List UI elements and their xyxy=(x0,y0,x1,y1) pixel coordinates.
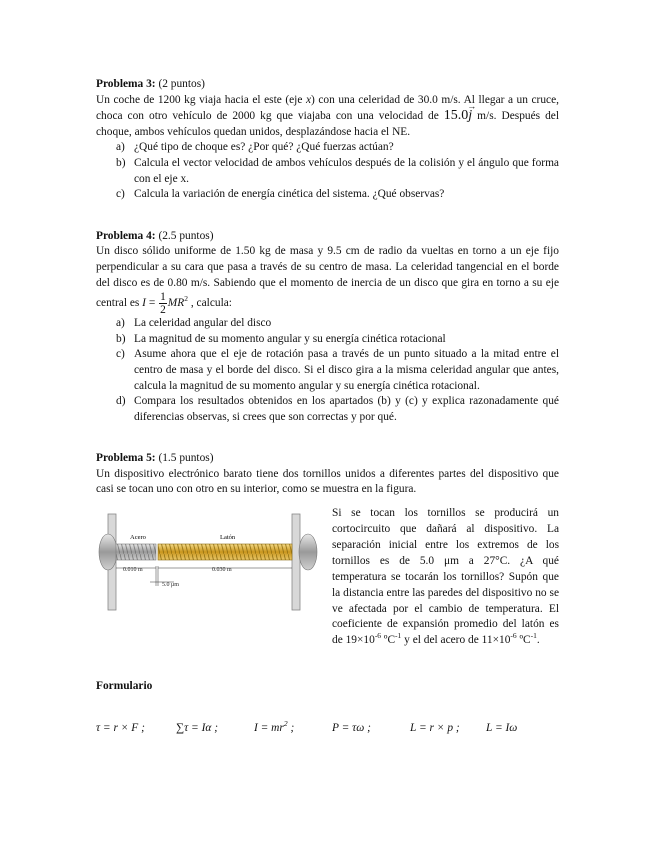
item-text: La magnitud de su momento angular y su energía cinética rotacional xyxy=(134,332,446,345)
brass-label: Latón xyxy=(220,534,236,542)
problem-4-item-a xyxy=(96,316,559,332)
formulario-title: Formulario xyxy=(96,680,153,693)
equals-sign: = xyxy=(145,297,159,310)
gap-label: 5.0 μm xyxy=(162,582,179,589)
problem-4-text-1: Un disco sólido uniforme de 1.50 kg de masa y 9.5 cm de radio da vueltas en torno a un eje fijo perpendicular a su cara que pasa a través de su centro de masa. La celeridad tangencial en el borde del disco es de 0.80 m/s. Sabiendo que el momento de inercia de un disco que gira en torno a su eje central es xyxy=(96,245,559,310)
formula-row xyxy=(96,721,559,737)
problem-5-side-text xyxy=(332,506,559,649)
problem-3-item-b xyxy=(96,156,559,187)
problem-5 xyxy=(96,451,559,649)
item-text: La celeridad angular del disco xyxy=(134,317,272,330)
brass-coeff-unit: ºC xyxy=(381,634,396,647)
problem-4-title: Problema 4: xyxy=(96,229,156,242)
problem-5-side-2: y el del acero de 11×10 xyxy=(401,634,511,647)
problem-5-points: (1.5 puntos) xyxy=(155,452,214,465)
power-formula: P = τω ; xyxy=(332,721,371,734)
steel-label: Acero xyxy=(130,534,146,542)
brass-screw-head xyxy=(299,534,317,570)
problem-3-title: Problema 3: xyxy=(96,78,156,90)
item-mark: a) xyxy=(116,317,125,330)
item-text: Calcula la variación de energía cinética del sistema. ¿Qué observas? xyxy=(134,188,445,201)
item-mark: b) xyxy=(116,156,126,169)
item-mark: a) xyxy=(116,141,125,154)
inertia-equation xyxy=(142,291,188,317)
problem-5-title: Problema 5: xyxy=(96,452,156,465)
problem-3-item-a xyxy=(96,140,559,156)
brass-coeff-exponent: -6 xyxy=(374,631,382,641)
steel-screw-head xyxy=(99,534,117,570)
item-mark: d) xyxy=(116,395,126,408)
item-text: Calcula el vector velocidad de ambos vehículos después de la colisión y el ángulo que forma con el eje x. xyxy=(134,156,559,185)
problem-3-items xyxy=(96,140,559,202)
brass-length-label: 0.030 m xyxy=(212,567,232,574)
problem-3-text-3: m/s. Después del choque, ambos vehículos quedan unidos, desplazándose hacia el NE. xyxy=(96,110,559,138)
problem-5-statement xyxy=(96,451,559,498)
x-axis-symbol: x xyxy=(305,93,312,106)
problem-4-item-d xyxy=(96,394,559,425)
problem-5-side-1: Si se tocan los tornillos se producirá un cortocircuito que dañará al dispositivo. La separación inicial entre los extremos de los tornillos es de 5.0 μm a 27°C. ¿A qué temperatura se tocarán los tornillos? Supón que la distancia entre las paredes del dispositivo no se ve afectada por el cambio de temperatura. El coeficiente de expansión promedio del latón es de 19×10 xyxy=(332,507,559,647)
item-mark: b) xyxy=(116,332,126,345)
one-half-fraction xyxy=(159,291,167,316)
problem-4-items xyxy=(96,316,559,425)
steel-unit-exponent: -1 xyxy=(530,631,537,641)
j-unit-vector: → j xyxy=(468,108,472,124)
torque-formula: τ = r × F ; xyxy=(96,721,145,734)
right-wall xyxy=(292,514,300,610)
moment-inertia-exponent: 2 xyxy=(283,719,288,729)
item-text: Compara los resultados obtenidos en los apartados (b) y (c) y explica razonadamente qué diferencias observas, si crees que son correctas y por qué. xyxy=(134,395,559,423)
formulario xyxy=(96,679,559,736)
problem-4-item-b xyxy=(96,332,559,348)
screws-figure xyxy=(96,506,324,616)
angular-momentum-formula: L = r × p ; xyxy=(410,721,460,734)
problem-4 xyxy=(96,229,559,426)
problem-3-statement xyxy=(96,77,559,140)
steel-length-label: 0.010 m xyxy=(123,567,143,574)
fraction-numerator: 1 xyxy=(160,291,166,304)
moment-inertia-formula xyxy=(254,721,332,737)
problem-3-item-c xyxy=(96,187,559,203)
mr-term: MR xyxy=(167,297,185,310)
mr-exponent: 2 xyxy=(184,294,188,304)
problem-5-intro: Un dispositivo electrónico barato tiene dos tornillos unidos a diferentes partes del dispositivo que casi se tocan uno con otro en su interior, como se muestra en la figura. xyxy=(96,467,559,496)
angular-momentum-inertia-formula: L = Iω xyxy=(486,721,518,734)
problem-3-text-1: Un coche de 1200 kg viaja hacia el este (eje xyxy=(96,93,306,106)
sum-torque-formula: ∑τ = Iα ; xyxy=(176,721,218,734)
document-page xyxy=(96,77,559,736)
problem-3 xyxy=(96,77,559,203)
inertia-symbol: I xyxy=(142,297,146,310)
problem-5-end: . xyxy=(536,634,540,647)
problem-4-text-2: , calcula: xyxy=(188,297,232,310)
moment-inertia-text: I = mr xyxy=(254,721,284,734)
problem-3-text-2: ) con una celeridad de 30.0 m/s. Al llegar a un cruce, choca con otro vehículo de 2000 kg que viajaba con una velocidad de xyxy=(96,93,559,123)
steel-coeff-unit: ºC xyxy=(516,634,531,647)
velocity-value: 15.0 xyxy=(443,108,469,124)
item-text: ¿Qué tipo de choque es? ¿Por qué? ¿Qué fuerzas actúan? xyxy=(134,141,394,154)
item-text: Asume ahora que el eje de rotación pasa a través de un punto situado a la mitad entre el centro de masa y el borde del disco. Si el disco gira a la misma celeridad angular que antes, calcula la magnitud de su momento angular y su energía cinética rotacional. xyxy=(134,348,559,392)
problem-4-statement xyxy=(96,229,559,316)
item-mark: c) xyxy=(116,188,125,201)
brass-unit-exponent: -1 xyxy=(395,631,402,641)
item-mark: c) xyxy=(116,348,125,361)
problem-3-points: (2 puntos) xyxy=(155,78,205,90)
moment-inertia-end: ; xyxy=(287,721,295,734)
problem-4-item-c xyxy=(96,347,559,394)
problem-4-points: (2.5 puntos) xyxy=(155,229,214,242)
steel-coeff-exponent: -6 xyxy=(510,631,517,641)
fraction-denominator: 2 xyxy=(160,304,166,317)
